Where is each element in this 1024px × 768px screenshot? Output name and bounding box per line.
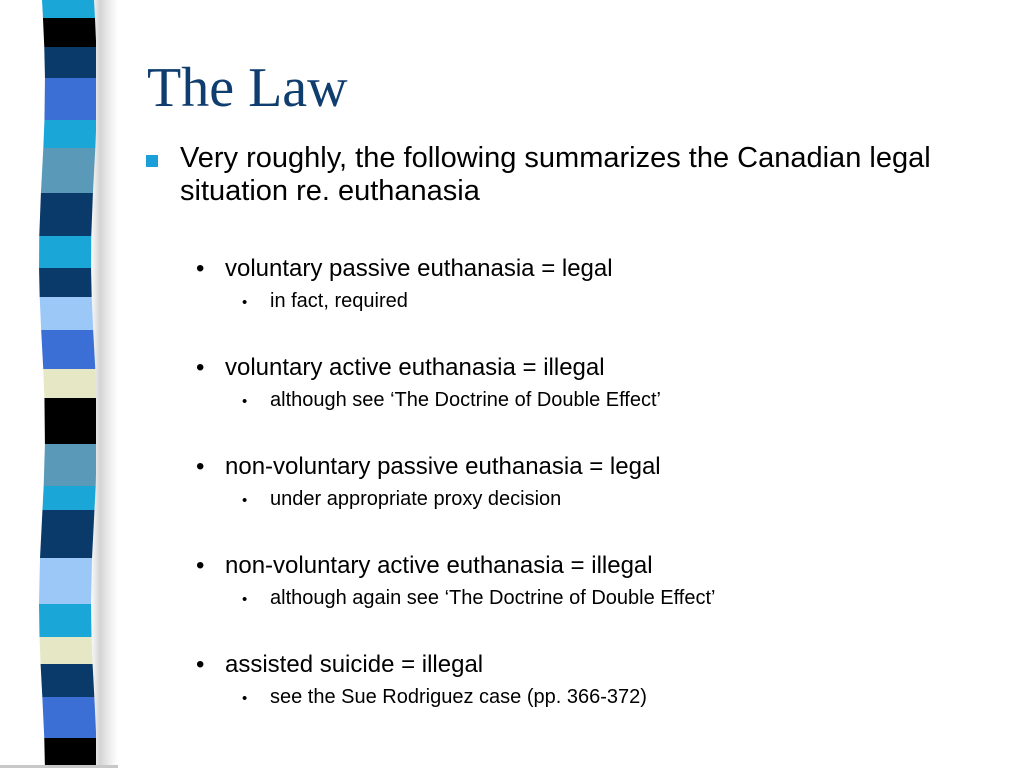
- sub-bullet-icon: •: [242, 393, 248, 410]
- bullet-icon: •: [196, 354, 205, 381]
- sub-item-text: under appropriate proxy decision: [270, 488, 562, 510]
- sub-bullet-icon: •: [242, 294, 248, 311]
- strip-segment: [42, 486, 95, 510]
- strip-segment: [39, 236, 91, 268]
- bullet-icon: •: [196, 552, 205, 579]
- sub-bullet-icon: •: [242, 690, 248, 707]
- strip-segment: [39, 558, 92, 604]
- sub-item-text: see the Sue Rodriguez case (pp. 366-372): [270, 686, 647, 708]
- list-item: [196, 549, 996, 648]
- list-item: [196, 648, 996, 747]
- strip-segment: [44, 78, 96, 120]
- strip-segment: [44, 47, 96, 78]
- item-text: voluntary passive euthanasia = legal: [225, 255, 613, 282]
- strip-segment: [43, 369, 96, 398]
- bullet-icon: •: [196, 255, 205, 282]
- strip-segment: [42, 0, 95, 18]
- strip-segment: [41, 664, 95, 697]
- strip-segment: [42, 697, 96, 738]
- strip-segment: [40, 637, 93, 664]
- strip-segment: [44, 444, 96, 486]
- list-item: [196, 351, 996, 450]
- strip-segment: [44, 398, 96, 444]
- sub-item-text: although see ‘The Doctrine of Double Effect’: [270, 389, 661, 411]
- item-text: non-voluntary passive euthanasia = legal: [225, 453, 661, 480]
- strip-segment: [41, 330, 95, 369]
- item-text: assisted suicide = illegal: [225, 651, 484, 678]
- strip-segment: [43, 18, 96, 47]
- strip-segment: [41, 148, 95, 193]
- strip-segment: [39, 268, 92, 297]
- strip-segment: [40, 297, 93, 330]
- bullet-icon: •: [196, 453, 205, 480]
- list-item: [196, 450, 996, 549]
- item-text: voluntary active euthanasia = illegal: [225, 354, 605, 381]
- list-item: [196, 252, 996, 351]
- intro-bullet-text: Very roughly, the following summarizes the Canadian legal situation re. euthanasia: [180, 142, 931, 207]
- bullet-icon: •: [196, 651, 205, 678]
- strip-segment: [39, 604, 92, 637]
- square-bullet-icon: [146, 155, 158, 167]
- slide-title: The Law: [147, 57, 348, 119]
- strip-segment: [43, 120, 96, 148]
- item-text: non-voluntary active euthanasia = illegal: [225, 552, 653, 579]
- sub-bullet-icon: •: [242, 492, 248, 509]
- sub-item-text: although again see ‘The Doctrine of Double Effect’: [270, 587, 716, 609]
- sub-item-text: in fact, required: [270, 290, 408, 312]
- strip-segment: [39, 193, 93, 236]
- strip-segment: [44, 738, 96, 768]
- euthanasia-list: [196, 252, 996, 747]
- sub-bullet-icon: •: [242, 591, 248, 608]
- strip-segment: [40, 510, 94, 558]
- decorative-strip: [38, 0, 96, 768]
